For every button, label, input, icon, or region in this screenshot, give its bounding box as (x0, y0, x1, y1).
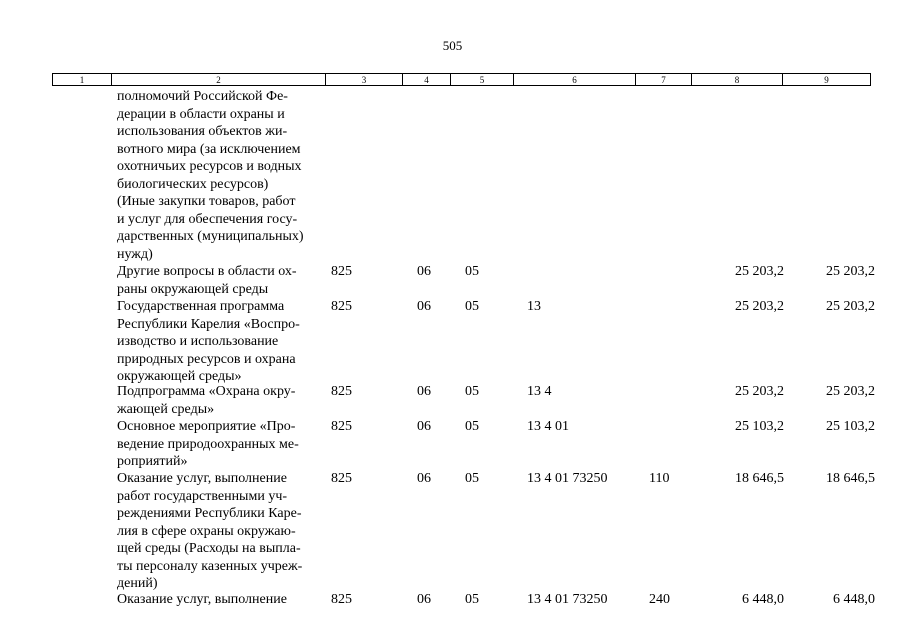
cell-admin-code: 825 (331, 419, 352, 434)
column-header: 8 (692, 74, 783, 86)
cell-admin-code: 825 (331, 384, 352, 399)
row-name: Другие вопросы в области ох- раны окружающей среды (117, 264, 297, 297)
cell-target-code: 13 4 01 73250 (527, 471, 608, 486)
cell-admin-code: 825 (331, 299, 352, 314)
cell-section: 06 (417, 419, 431, 434)
cell-amount-9: 25 103,2 (826, 419, 875, 434)
cell-target-code: 13 4 (527, 384, 552, 399)
cell-expense-type: 240 (649, 592, 670, 607)
cell-amount-9: 25 203,2 (826, 384, 875, 399)
cell-amount-9: 18 646,5 (826, 471, 875, 486)
column-header: 4 (403, 74, 451, 86)
cell-subsection: 05 (465, 592, 479, 607)
column-header: 6 (514, 74, 636, 86)
cell-amount-8: 25 203,2 (735, 299, 784, 314)
cell-admin-code: 825 (331, 264, 352, 279)
row-name: Подпрограмма «Охрана окру- жающей среды» (117, 384, 296, 417)
cell-amount-9: 25 203,2 (826, 264, 875, 279)
cell-amount-8: 25 203,2 (735, 384, 784, 399)
row-name: Государственная программа Республики Карелия «Воспро- изводство и использование природных ресурсов и охрана окружающей среды» (117, 299, 300, 384)
cell-subsection: 05 (465, 384, 479, 399)
cell-amount-8: 18 646,5 (735, 471, 784, 486)
cell-amount-9: 25 203,2 (826, 299, 875, 314)
cell-target-code: 13 (527, 299, 541, 314)
cell-target-code: 13 4 01 73250 (527, 592, 608, 607)
column-header: 2 (112, 74, 326, 86)
column-header-row (52, 73, 871, 86)
row-name: Основное мероприятие «Про- ведение природоохранных ме- роприятий» (117, 419, 299, 469)
cell-subsection: 05 (465, 419, 479, 434)
page-number: 505 (442, 38, 463, 53)
row-name: Оказание услуг, выполнение (117, 592, 287, 607)
cell-section: 06 (417, 471, 431, 486)
cell-admin-code: 825 (331, 471, 352, 486)
column-header: 1 (53, 74, 112, 86)
cell-section: 06 (417, 592, 431, 607)
column-header: 7 (636, 74, 692, 86)
cell-admin-code: 825 (331, 592, 352, 607)
row-name: полномочий Российской Фе- дерации в области охраны и использования объектов жи- вотного мира (за исключением охотничьих ресурсов и водных биологических ресурсов) (Иные закупки товаров, работ и услуг для обеспечения госу- дарственных (муниципальных) нужд) (117, 89, 304, 262)
column-header: 9 (783, 74, 871, 86)
cell-subsection: 05 (465, 299, 479, 314)
cell-subsection: 05 (465, 264, 479, 279)
cell-subsection: 05 (465, 471, 479, 486)
row-name: Оказание услуг, выполнение работ государственными уч- реждениями Республики Каре- лия в сфере охраны окружаю- щей среды (Расходы на выпла- ты персоналу казенных учреж- дений) (117, 471, 303, 591)
cell-expense-type: 110 (649, 471, 670, 486)
cell-section: 06 (417, 264, 431, 279)
cell-target-code: 13 4 01 (527, 419, 569, 434)
column-header: 5 (451, 74, 514, 86)
cell-section: 06 (417, 299, 431, 314)
cell-amount-9: 6 448,0 (833, 592, 875, 607)
cell-amount-8: 25 103,2 (735, 419, 784, 434)
column-header: 3 (326, 74, 403, 86)
cell-amount-8: 6 448,0 (742, 592, 784, 607)
cell-amount-8: 25 203,2 (735, 264, 784, 279)
cell-section: 06 (417, 384, 431, 399)
